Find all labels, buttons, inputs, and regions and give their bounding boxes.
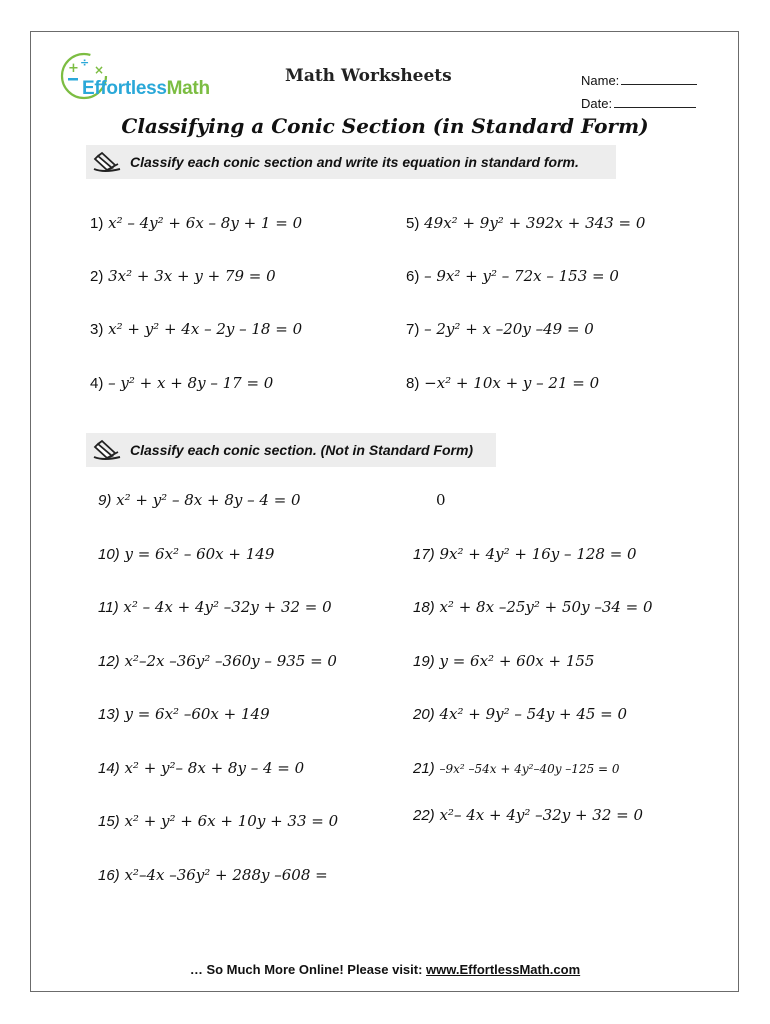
svg-text:+: + (68, 61, 79, 76)
problem-18: 18) x² + 8x –25y² + 50y –34 = 0 (413, 598, 653, 616)
problem-16: 16) x²–4x –36y² + 288y –608 = (98, 866, 328, 884)
problem-13: 13) y = 6x² –60x + 149 (98, 705, 270, 723)
problem-9: 9) x² + y² – 8x + 8y – 4 = 0 (98, 491, 301, 509)
name-blank-line (621, 72, 697, 85)
date-field (581, 95, 696, 111)
problem-12: 12) x²–2x –36y² –360y – 935 = 0 (98, 652, 337, 670)
pencil-writing-icon (90, 150, 128, 174)
instruction-banner-1 (86, 145, 616, 179)
date-blank-line (614, 95, 696, 108)
problem-4: 4) – y² + x + 8y – 17 = 0 (90, 374, 274, 392)
problem-7: 7) – 2y² + x –20y –49 = 0 (406, 320, 594, 338)
name-label: Name: (581, 73, 620, 88)
problem-11: 11) x² – 4x + 4y² –32y + 32 = 0 (98, 598, 332, 616)
svg-text:×: × (94, 63, 105, 77)
problem-8: 8) −x² + 10x + y – 21 = 0 (406, 374, 600, 392)
website-link[interactable]: www.EffortlessMath.com (426, 962, 581, 977)
pencil-writing-icon (90, 438, 128, 462)
problem-2: 2) 3x² + 3x + y + 79 = 0 (90, 267, 276, 285)
date-label: Date: (581, 96, 613, 111)
instruction-text-2: Classify each conic section. (Not in Standard Form) (130, 442, 474, 458)
worksheet-header: Math Worksheets (285, 66, 452, 86)
problem-6: 6) – 9x² + y² – 72x – 153 = 0 (406, 267, 619, 285)
worksheet-title: Classifying a Conic Section (in Standard Form) (121, 114, 649, 138)
problem-20: 20) 4x² + 9y² – 54y + 45 = 0 (413, 705, 628, 723)
svg-text:÷: ÷ (80, 56, 90, 69)
footer (0, 962, 770, 977)
problem-22: 22) x²– 4x + 4y² –32y + 32 = 0 (413, 806, 644, 824)
problem-3: 3) x² + y² + 4x – 2y – 18 = 0 (90, 320, 303, 338)
problem-21: 21) –9x² –54x + 4y²–40y –125 = 0 (413, 760, 620, 777)
logo-wordmark: EffortlessMath (82, 78, 210, 99)
problem-10: 10) y = 6x² – 60x + 149 (98, 545, 275, 563)
instruction-banner-2 (86, 433, 496, 467)
footer-text: … So Much More Online! Please visit: (189, 962, 427, 977)
name-field (581, 72, 697, 88)
problem-14: 14) x² + y²– 8x + 8y – 4 = 0 (98, 759, 305, 777)
problem-1: 1) x² – 4y² + 6x – 8y + 1 = 0 (90, 214, 303, 232)
problem-15: 15) x² + y² + 6x + 10y + 33 = 0 (98, 812, 339, 830)
problem-17: 17) 9x² + 4y² + 16y – 128 = 0 (413, 545, 637, 563)
problem-19: 19) y = 6x² + 60x + 155 (413, 652, 595, 670)
stray-zero: 0 (436, 491, 446, 509)
effortless-math-logo (60, 52, 230, 102)
problem-5: 5) 49x² + 9y² + 392x + 343 = 0 (406, 214, 646, 232)
instruction-text-1: Classify each conic section and write its equation in standard form. (130, 154, 579, 170)
